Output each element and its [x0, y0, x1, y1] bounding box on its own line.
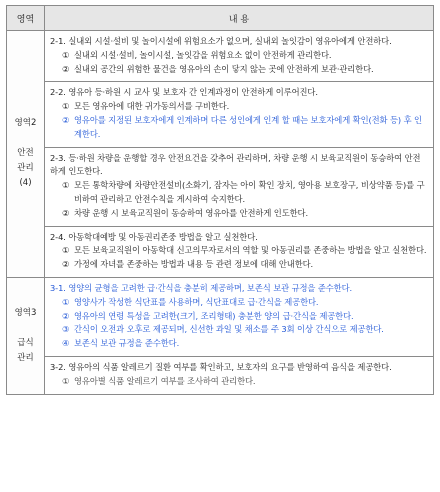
- table-row: [7, 147, 434, 226]
- item-text: 영유아를 지정된 보호자에게 인계하며 다른 성인에게 인계 할 때는 보호자에게 확인(전화 등) 후 인계한다.: [74, 114, 422, 139]
- item-text: 가정에 자녀를 존중하는 방법과 내용 등 관련 정보에 대해 안내한다.: [74, 259, 314, 270]
- list-item: ② 영유아의 연령 특성을 고려한(크기, 조리형태) 충분한 양의 급·간식을 제공한다.: [62, 310, 354, 321]
- table-row: [7, 226, 434, 277]
- item-text: 보존식 보관 규정을 준수한다.: [74, 338, 180, 349]
- content-block-2-3: [45, 147, 434, 226]
- item-text: 모든 통학차량에 차량안전설비(소화기, 잠자는 아이 확인 장치, 영아용 보호장구, 비상약품 등)를 구비하여 관리하고 안전수칙을 게시하여 숙지한다.: [74, 180, 425, 204]
- block-heading: 2-3. 등·하원 차량을 운행할 경우 안전요건을 갖추어 관리하며, 차량 운행 시 보육교직원이 동승하여 안전하게 인도한다.: [50, 152, 421, 177]
- evaluation-table: [6, 5, 434, 395]
- header-area: 영역: [7, 6, 45, 31]
- block-heading: 3-2. 영유아의 식품 알레르기 질환 여부를 확인하고, 보호자의 요구를 반영하여 음식을 제공한다.: [50, 361, 392, 372]
- area-line: (4): [19, 178, 32, 189]
- list-item: ③ 간식이 오전과 오후로 제공되며, 신선한 과일 및 채소를 주 3회 이상 간식으로 제공한다.: [62, 324, 384, 335]
- list-item: ② 차량 운행 시 보육교직원이 동승하여 영유아를 안전하게 인도한다.: [62, 207, 309, 218]
- list-item: ① 영양사가 작성한 식단표를 사용하며, 식단표대로 급·간식을 제공한다.: [62, 296, 319, 307]
- area-line: 관리: [17, 352, 34, 363]
- item-text: 영양사가 작성한 식단표를 사용하며, 식단표대로 급·간식을 제공한다.: [74, 296, 319, 307]
- content-block-2-2: [45, 82, 434, 147]
- table-row: [7, 277, 434, 356]
- item-text: 차량 운행 시 보육교직원이 동승하여 영유아를 안전하게 인도한다.: [74, 207, 309, 218]
- item-text: 모든 영유아에 대한 귀가동의서를 구비한다.: [74, 101, 230, 112]
- block-heading: 2-4. 아동학대예방 및 아동권리존중 방법을 알고 실천한다.: [50, 231, 258, 242]
- content-block-2-4: [45, 226, 434, 277]
- block-heading: 2-2. 영유아 등·하원 시 교사 및 보호자 간 인계과정이 안전하게 이루어진다.: [50, 87, 318, 98]
- content-block-2-1: [45, 31, 434, 82]
- area-line: 관리: [17, 163, 34, 174]
- item-text: 영유아의 연령 특성을 고려한(크기, 조리형태) 충분한 양의 급·간식을 제공한다.: [74, 310, 354, 321]
- list-item: ② 가정에 자녀를 존중하는 방법과 내용 등 관련 정보에 대해 안내한다.: [62, 259, 314, 270]
- area-cell-meals: [7, 277, 45, 394]
- item-text: 실내외 공간의 위험한 물건을 영유아의 손이 닿지 않는 곳에 안전하게 보관·관리한다.: [74, 63, 374, 74]
- list-item: ② 영유아를 지정된 보호자에게 인계하며 다른 성인에게 인계 할 때는 보호자에게 확인(전화 등) 후 인계한다.: [62, 114, 422, 139]
- table-row: [7, 356, 434, 394]
- area-line: 영역2: [14, 118, 37, 129]
- area-line: [8, 321, 43, 336]
- item-text: 모든 보육교직원이 아동학대 신고의무자로서의 역할 및 아동권리를 존중하는 방법을 알고 실천한다.: [74, 245, 427, 256]
- list-item: ② 실내외 공간의 위험한 물건을 영유아의 손이 닿지 않는 곳에 안전하게 보관·관리한다.: [62, 63, 374, 74]
- content-block-3-1: [45, 277, 434, 356]
- list-item: ④ 보존식 보관 규정을 준수한다.: [62, 338, 180, 349]
- area-line: 급식: [17, 337, 34, 348]
- header-content: 내 용: [45, 6, 434, 31]
- list-item: ① 영유아별 식품 알레르기 여부를 조사하여 관리한다.: [62, 375, 256, 386]
- table-header-row: [7, 6, 434, 31]
- table-row: [7, 31, 434, 82]
- item-text: 실내외 시설·설비, 놀이시설, 놀잇감을 위험요소 없이 안전하게 관리한다.: [74, 49, 332, 60]
- block-heading: 3-1. 영양의 균형을 고려한 급·간식을 충분히 제공하며, 보존식 보관 규정을 준수한다.: [50, 282, 353, 293]
- block-heading: 2-1. 실내외 시설·설비 및 놀이시설에 위험요소가 없으며, 실내외 놀잇감이 영유아에게 안전하다.: [50, 36, 392, 46]
- area-line: [8, 131, 43, 146]
- area-line: 영역3: [14, 307, 37, 318]
- list-item: ① 모든 영유아에 대한 귀가동의서를 구비한다.: [62, 101, 230, 112]
- list-item: ① 실내외 시설·설비, 놀이시설, 놀잇감을 위험요소 없이 안전하게 관리한다.: [62, 49, 332, 60]
- list-item: ① 모든 통학차량에 차량안전설비(소화기, 잠자는 아이 확인 장치, 영아용 보호장구, 비상약품 등)를 구비하여 관리하고 안전수칙을 게시하여 숙지한다.: [62, 180, 425, 204]
- area-line: 안전: [17, 148, 34, 159]
- item-text: 간식이 오전과 오후로 제공되며, 신선한 과일 및 채소를 주 3회 이상 간식으로 제공한다.: [74, 324, 384, 335]
- item-text: 영유아별 식품 알레르기 여부를 조사하여 관리한다.: [74, 375, 256, 386]
- content-block-3-2: [45, 356, 434, 394]
- list-item: ① 모든 보육교직원이 아동학대 신고의무자로서의 역할 및 아동권리를 존중하는 방법을 알고 실천한다.: [62, 245, 427, 256]
- area-cell-safety: [7, 31, 45, 278]
- table-row: [7, 82, 434, 147]
